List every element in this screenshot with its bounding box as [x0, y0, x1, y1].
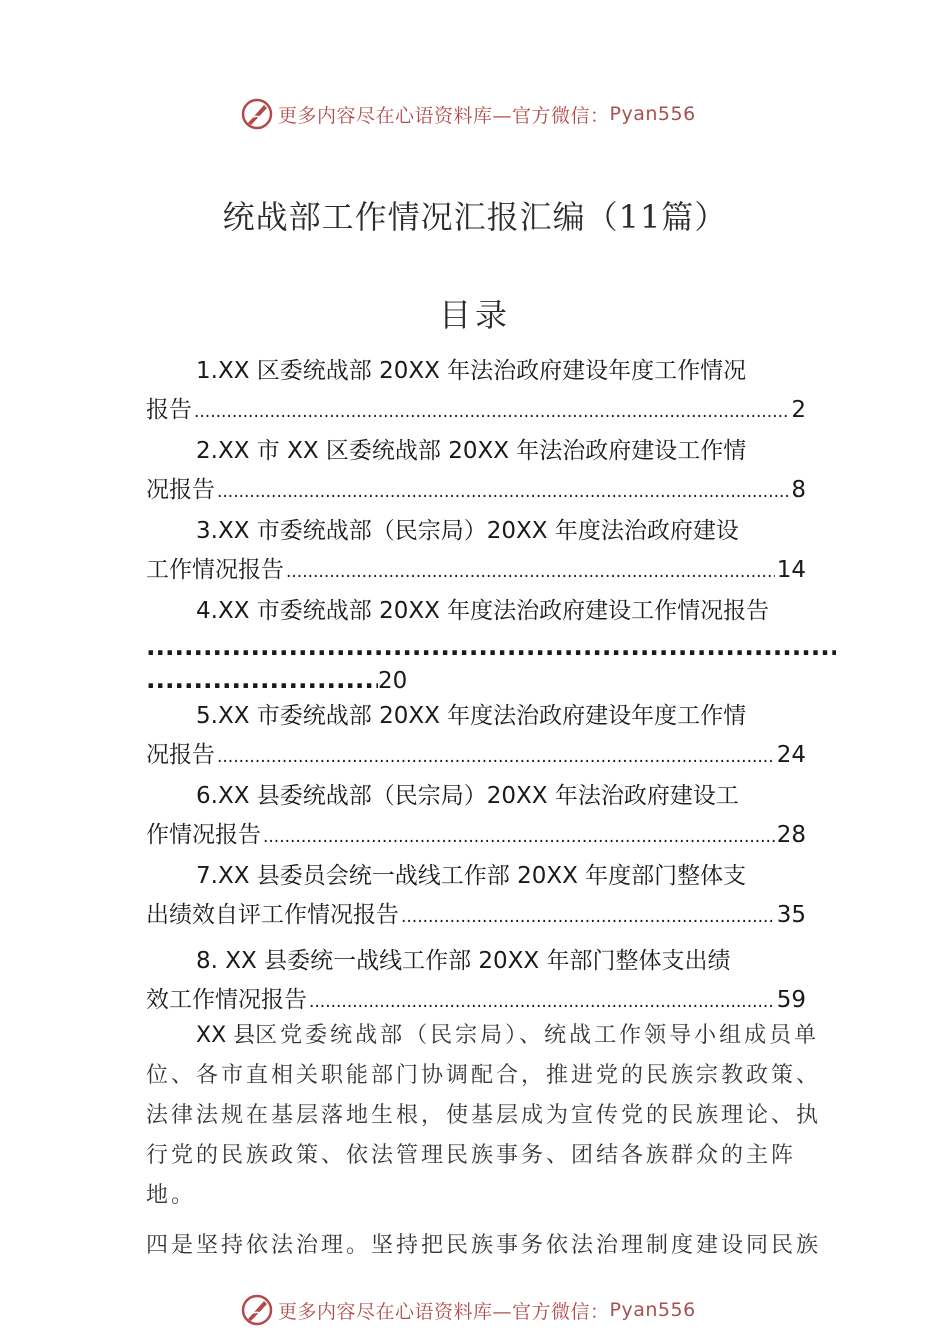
toc-entry[interactable] [146, 942, 836, 1022]
toc-leader-dots [217, 736, 775, 777]
toc-entry-title-tail: 工作情况报告 [146, 557, 284, 583]
watermark-brand: Pyan556 [609, 103, 696, 125]
watermark-text: 更多内容尽在心语资料库—官方微信： [278, 1300, 610, 1323]
watermark-text: 更多内容尽在心语资料库—官方微信： [278, 104, 610, 127]
document-title: 统战部工作情况汇报汇编（11篇） [222, 198, 728, 236]
toc-entry[interactable] [146, 352, 836, 432]
quill-pen-logo-icon [240, 97, 274, 131]
toc-page-number: 59 [776, 987, 806, 1013]
toc-page-number: 2 [791, 397, 806, 423]
watermark-brand: Pyan556 [609, 1299, 696, 1321]
toc-entry[interactable] [146, 777, 836, 857]
toc-entry-title-tail: 况报告 [146, 742, 215, 768]
toc-leader-dots [217, 471, 789, 512]
toc-leader-dots [146, 631, 836, 663]
toc-entry-title-tail: 效工作情况报告 [146, 987, 307, 1013]
toc-entry-title-tail: 况报告 [146, 477, 215, 503]
quill-pen-logo-icon [240, 1293, 274, 1327]
table-of-contents [146, 352, 836, 1022]
toc-entry-title-tail: 作情况报告 [146, 822, 261, 848]
toc-entry-title: 2.XX 市 XX 区委统战部 20XX 年法治政府建设工作情 [196, 438, 747, 464]
toc-entry-title: 1.XX 区委统战部 20XX 年法治政府建设年度工作情况 [196, 358, 747, 384]
toc-entry[interactable] [146, 592, 836, 697]
toc-entry[interactable] [146, 857, 836, 937]
body-paragraph: 四是坚持依法治理。坚持把民族事务依法治理制度建设同民族 [146, 1233, 822, 1258]
toc-entry-title: 6.XX 县委统战部（民宗局）20XX 年法治政府建设工 [196, 783, 739, 809]
toc-entry-title: 4.XX 市委统战部 20XX 年度法治政府建设工作情况报告 [196, 598, 770, 624]
toc-leader-dots [263, 816, 775, 857]
toc-entry-title: 3.XX 市委统战部（民宗局）20XX 年度法治政府建设 [196, 518, 739, 544]
toc-leader-dots [194, 391, 789, 432]
toc-entry[interactable] [146, 512, 836, 592]
toc-page-number: 8 [791, 477, 806, 503]
toc-entry[interactable] [146, 697, 836, 777]
body-paragraph-lead: XX 县 [196, 1023, 256, 1048]
toc-leader-dots [146, 663, 378, 698]
toc-page-number: 28 [776, 822, 806, 848]
toc-entry-title-tail: 出绩效自评工作情况报告 [146, 902, 399, 928]
body-paragraph [146, 1016, 836, 1216]
body-paragraph-text: 区党委统战部（民宗局）、统战工作领导小组成员单位、各市直相关职能部门协调配合，推进党的民族宗教政策、法律法规在基层落地生根，使基层成为宣传党的民族理论、执行党的民族政策、依法管理民族事务、团结各族群众的主阵地。 [146, 1023, 822, 1208]
toc-entry-title: 7.XX 县委员会统一战线工作部 20XX 年度部门整体支 [196, 863, 747, 889]
watermark-header [240, 96, 760, 132]
toc-leader-dots [401, 896, 775, 937]
toc-page-number: 24 [776, 742, 806, 768]
toc-page-number: 20 [378, 668, 408, 694]
toc-page-number: 35 [776, 902, 806, 928]
toc-entry-title-tail: 报告 [146, 397, 192, 423]
toc-heading: 目录 [438, 296, 511, 334]
watermark-footer [240, 1292, 760, 1328]
toc-page-number: 14 [776, 557, 806, 583]
toc-entry-title: 5.XX 市委统战部 20XX 年度法治政府建设年度工作情 [196, 703, 747, 729]
toc-entry-title: 8. XX 县委统一战线工作部 20XX 年部门整体支出绩 [196, 948, 731, 974]
toc-leader-dots [286, 551, 775, 592]
toc-entry[interactable] [146, 432, 836, 512]
